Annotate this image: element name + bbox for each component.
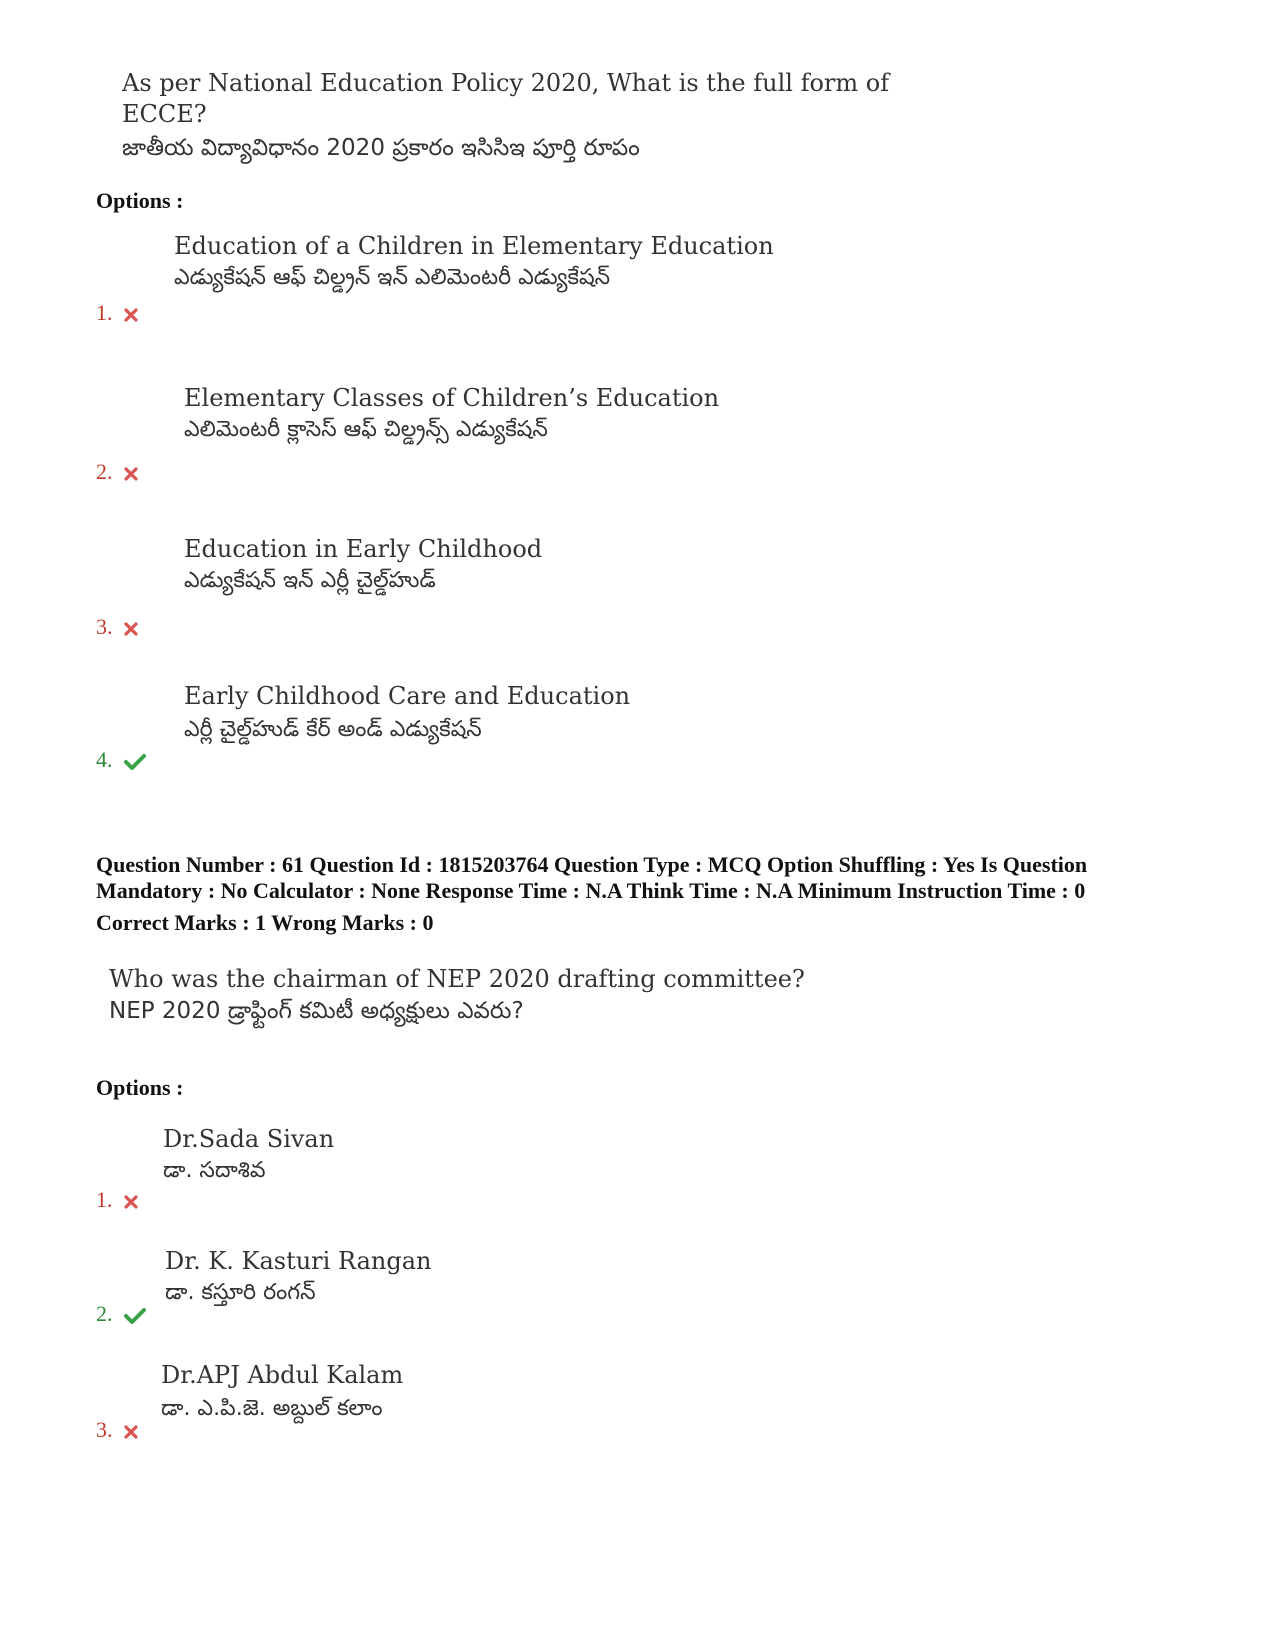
question-meta: Question Number : 61 Question Id : 1815203764 Question Type : MCQ Option Shuffling : Yes Is Question Mandatory : No Calculator : None Response Time : N.A Think Time : N.A Minimum Instruction Time : 0 (96, 852, 1088, 903)
option-number: 1. (96, 300, 138, 326)
option-text-en: Early Childhood Care and Education (184, 682, 631, 710)
option-text-en: Education of a Children in Elementary Education (174, 232, 774, 260)
option-text-te: డా. ఎ.పి.జె. అబ్దుల్ కలాం (161, 1396, 383, 1421)
wrong-icon (124, 1195, 138, 1209)
option-text-en: Dr.Sada Sivan (163, 1125, 335, 1153)
option-text-te: డా. కస్తూరి రంగన్ (165, 1280, 316, 1305)
wrong-icon (124, 1425, 138, 1439)
question-text-en: As per National Education Policy 2020, What is the full form of ECCE? (122, 69, 890, 128)
wrong-icon (124, 622, 138, 636)
option-text-te: ఎడ్యుకేషన్ ఇన్ ఎర్లీ చైల్డ్‌హుడ్ (184, 568, 436, 593)
option-text-te: డా. సదాశివ (163, 1158, 266, 1183)
option-number: 4. (96, 747, 146, 773)
check-icon (124, 753, 146, 771)
check-icon (124, 1307, 146, 1325)
option-number: 2. (96, 459, 138, 485)
option-number: 1. (96, 1187, 138, 1213)
option-text-en: Elementary Classes of Children’s Education (184, 384, 720, 412)
option-text-en: Dr.APJ Abdul Kalam (161, 1361, 404, 1389)
option-text-te: ఎలిమెంటరీ క్లాసెస్ ఆఫ్ చిల్డ్రన్స్ ఎడ్యుకేషన్ (184, 417, 548, 442)
option-text-te: ఎర్లీ చైల్డ్‌హుడ్ కేర్ అండ్ ఎడ్యుకేషన్ (184, 717, 482, 742)
question-text-te: NEP 2020 డ్రాఫ్టింగ్ కమిటీ అధ్యక్షులు ఎవరు? (109, 998, 524, 1024)
option-number: 2. (96, 1301, 146, 1327)
question-text-en: Who was the chairman of NEP 2020 drafting committee? (109, 965, 805, 993)
option-number: 3. (96, 1417, 138, 1443)
wrong-icon (124, 308, 138, 322)
option-text-en: Dr. K. Kasturi Rangan (165, 1247, 432, 1275)
wrong-icon (124, 467, 138, 481)
option-text-te: ఎడ్యుకేషన్ ఆఫ్ చిల్డ్రన్ ఇన్ ఎలిమెంటరీ ఎడ్యుకేషన్ (174, 265, 611, 290)
options-label: Options : (96, 1075, 184, 1100)
option-number: 3. (96, 614, 138, 640)
option-text-en: Education in Early Childhood (184, 535, 543, 563)
question-marks: Correct Marks : 1 Wrong Marks : 0 (96, 910, 434, 935)
question-text-te: జాతీయ విద్యావిధానం 2020 ప్రకారం ఇసిసిఇ పూర్తి రూపం (122, 135, 640, 161)
options-label: Options : (96, 188, 184, 213)
